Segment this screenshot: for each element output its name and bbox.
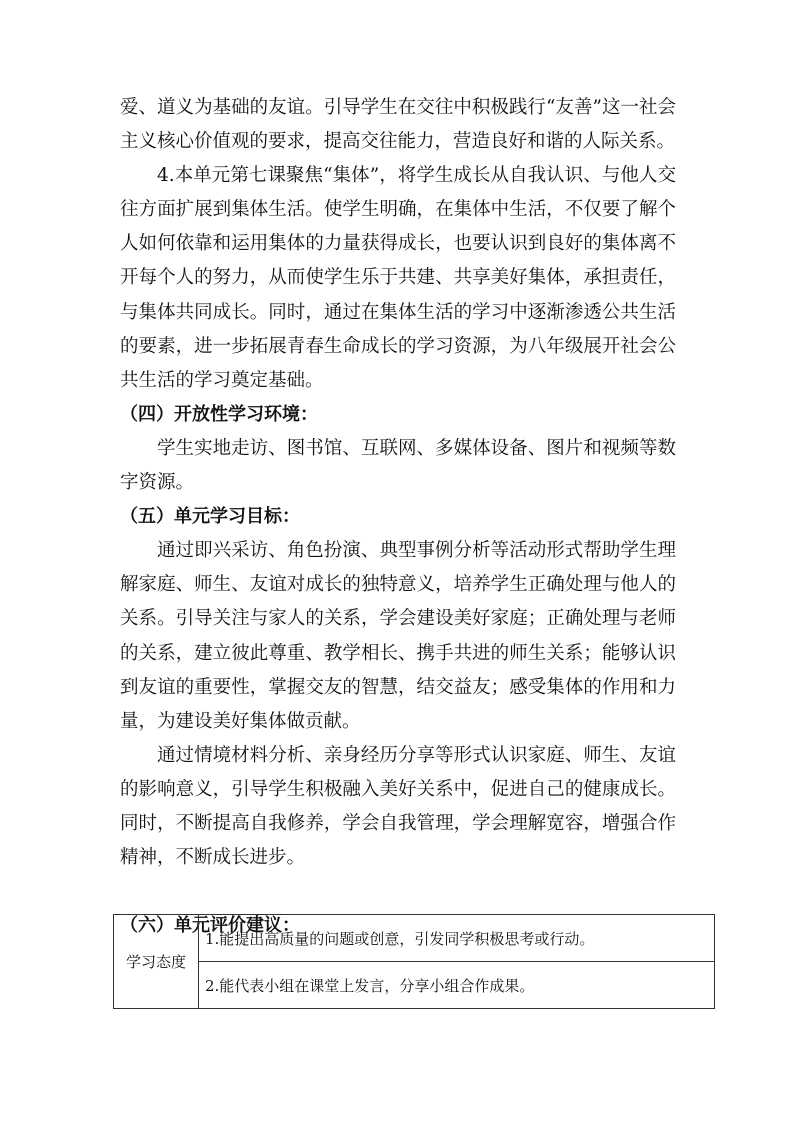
paragraph-goals-2: 通过情境材料分析、亲身经历分享等形式认识家庭、师生、友谊的影响意义，引导学生积极融入美好关系中，促进自己的健康成长。同时，不断提高自我修养，学会自我管理，学会理解宽容，增强合作精神，不断成长进步。 xyxy=(120,744,676,869)
blank-line xyxy=(120,875,676,909)
heading-evaluation: （六）单元评价建议： xyxy=(120,915,300,937)
table-row xyxy=(114,962,715,1009)
paragraph-collective: 4.本单元第七课聚焦“集体”，将学生成长从自我认识、与他人交往方面扩展到集体生活。使学生明确，在集体中生活，不仅要了解个人如何依靠和运用集体的力量获得成长，也要认识到良好的集体离不开每个人的努力，从而使学生乐于共建、共享美好集体，承担责任，与集体共同成长。同时，通过在集体生活的学习中逐渐渗透公共生活的要素，进一步拓展青春生命成长的学习资源，为八年级展开社会公共生活的学习奠定基础。 xyxy=(120,165,676,391)
table-row xyxy=(114,915,715,962)
paragraph-resources: 学生实地走访、图书馆、互联网、多媒体设备、图片和视频等数字资源。 xyxy=(120,437,676,494)
table-item-cell: 1.能提出高质量的问题或创意，引发同学积极思考或行动。 xyxy=(199,915,715,962)
paragraph-friendship: 爱、道义为基础的友谊。引导学生在交往中积极践行“友善”这一社会主义核心价值观的要求，提高交往能力，营造良好和谐的人际关系。 xyxy=(120,97,676,153)
document-body xyxy=(120,91,676,943)
heading-learning-goals: （五）单元学习目标： xyxy=(120,506,300,528)
table-item-cell: 2.能代表小组在课堂上发言，分享小组合作成果。 xyxy=(199,962,715,1009)
evaluation-table xyxy=(113,914,715,1009)
table-category-cell: 学习态度 xyxy=(114,915,199,1009)
heading-learning-environment: （四）开放性学习环境： xyxy=(120,403,318,425)
paragraph-goals-1: 通过即兴采访、角色扮演、典型事例分析等活动形式帮助学生理解家庭、师生、友谊对成长的独特意义，培养学生正确处理与他人的关系。引导关注与家人的关系，学会建设美好家庭；正确处理与老师的关系，建立彼此尊重、教学相长、携手共进的师生关系；能够认识到友谊的重要性，掌握交友的智慧，结交益友；感受集体的作用和力量，为建设美好集体做贡献。 xyxy=(120,540,676,732)
